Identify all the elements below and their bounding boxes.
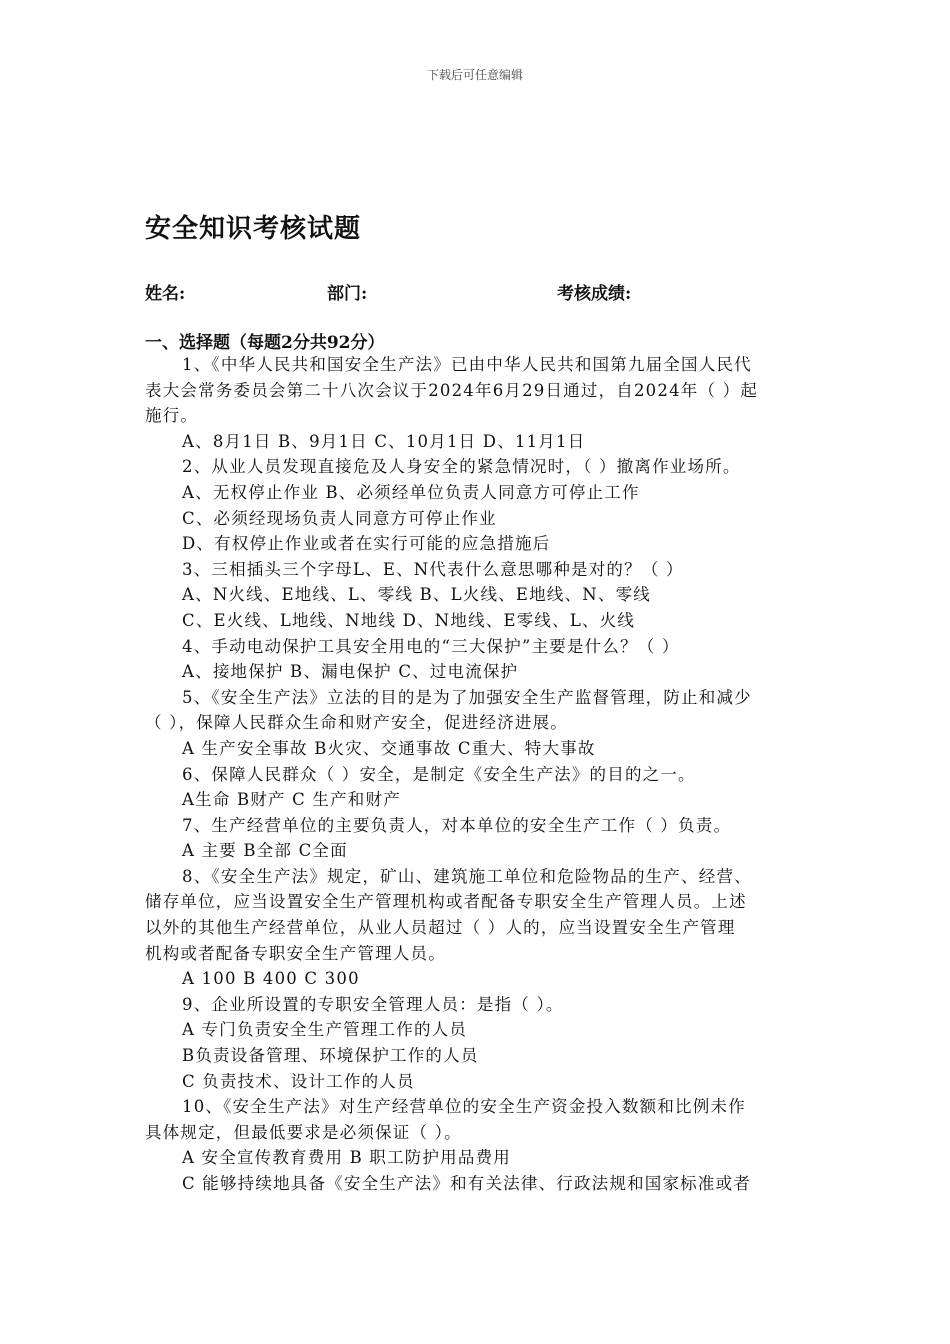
text-line: B负责设备管理、环境保护工作的人员	[182, 1046, 479, 1066]
text-line: 3、三相插头三个字母L、E、N代表什么意思哪种是对的？（ ）	[182, 559, 684, 579]
text-line: A 专门负责安全生产管理工作的人员	[182, 1020, 468, 1040]
text-line: 8、《安全生产法》规定，矿山、建筑施工单位和危险物品的生产、经营、	[182, 866, 752, 886]
text-line: 表大会常务委员会第二十八次会议于2024年6月29日通过，自2024年（ ）起	[145, 380, 759, 400]
text-line: C 负责技术、设计工作的人员	[182, 1071, 415, 1091]
text-line: C、E火线、L地线、N地线 D、N地线、E零线、L、火线	[182, 610, 636, 630]
score-label: 考核成绩:	[557, 284, 632, 304]
text-line: 储存单位，应当设置安全生产管理机构或者配备专职安全生产管理人员。上述	[145, 892, 747, 912]
text-line: 机构或者配备专职安全生产管理人员。	[145, 943, 446, 963]
text-line: 9、企业所设置的专职安全管理人员：是指（ ）。	[182, 994, 564, 1014]
text-line: 10、《安全生产法》对生产经营单位的安全生产资金投入数额和比例未作	[182, 1097, 746, 1117]
text-line: A、N火线、E地线、L、零线 B、L火线、E地线、N、零线	[182, 585, 651, 605]
text-line: 7、生产经营单位的主要负责人，对本单位的安全生产工作（ ）负责。	[182, 815, 732, 835]
text-line: A 生产安全事故 B火灾、交通事故 C重大、特大事故	[182, 738, 596, 758]
name-label: 姓名:	[145, 284, 186, 304]
question-body	[145, 352, 807, 1197]
text-line: A、无权停止作业 B、必须经单位负责人同意方可停止工作	[182, 482, 640, 502]
text-line: A 100 B 400 C 300	[182, 969, 360, 989]
text-line: 4、手动电动保护工具安全用电的“三大保护”主要是什么？（ ）	[182, 636, 680, 656]
text-line: 1、《中华人民共和国安全生产法》已由中华人民共和国第九届全国人民代	[182, 355, 752, 374]
text-line: A、接地保护 B、漏电保护 C、过电流保护	[182, 662, 519, 682]
text-line: 具体规定，但最低要求是必须保证（ ）。	[145, 1122, 462, 1142]
department-label: 部门:	[327, 284, 368, 304]
text-line: D、有权停止作业或者在实行可能的应急措施后	[182, 534, 551, 554]
text-line: 6、保障人民群众（ ）安全，是制定《安全生产法》的目的之一。	[182, 764, 696, 784]
text-line: A生命 B财产 C 生产和财产	[182, 790, 401, 810]
text-line: A、8月1日 B、9月1日 C、10月1日 D、11月1日	[182, 431, 586, 451]
text-line: 2、从业人员发现直接危及人身安全的紧急情况时，（ ）撤离作业场所。	[182, 457, 741, 477]
text-line: C 能够持续地具备《安全生产法》和有关法律、行政法规和国家标准或者	[182, 1174, 751, 1193]
section-title: 一、选择题（每题2分共92分）	[145, 333, 385, 353]
text-line: 以外的其他生产经营单位，从业人员超过（ ）人的，应当设置安全生产管理	[145, 918, 736, 938]
text-line: 施行。	[145, 406, 199, 426]
text-line: A 主要 B全部 C全面	[182, 841, 348, 861]
info-row	[145, 279, 805, 303]
text-line: A 安全宣传教育费用 B 职工防护用品费用	[182, 1148, 511, 1168]
header-note: 下载后可任意编辑	[426, 68, 523, 82]
text-line: C、必须经现场负责人同意方可停止作业	[182, 508, 497, 528]
page-title: 安全知识考核试题	[145, 214, 362, 244]
text-line: （ ），保障人民群众生命和财产安全，促进经济进展。	[145, 713, 568, 733]
text-line: 5、《安全生产法》立法的目的是为了加强安全生产监督管理，防止和减少	[182, 687, 752, 707]
